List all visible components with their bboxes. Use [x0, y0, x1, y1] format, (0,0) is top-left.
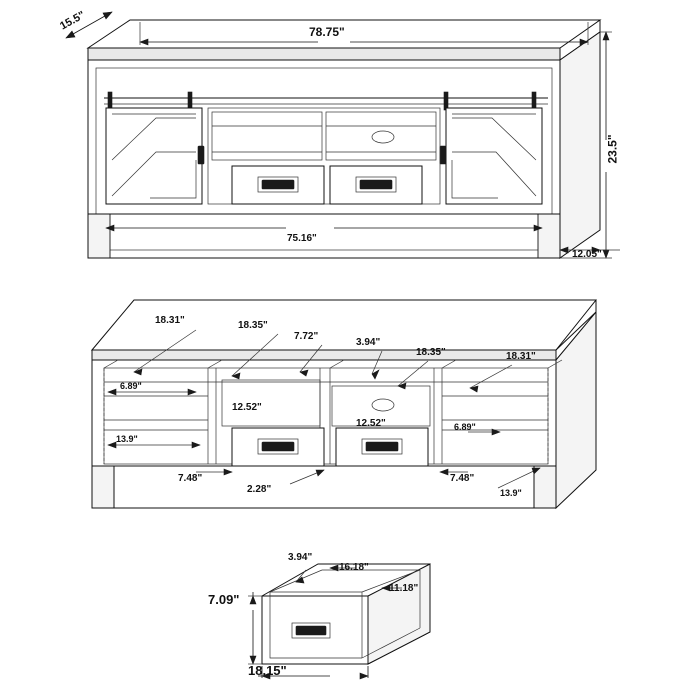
dim-base-depth: 12.05": [572, 249, 602, 260]
dim-overall-width: 78.75": [309, 25, 345, 39]
drawer-detail-geometry: [248, 564, 430, 679]
dim-overall-height: 23.5": [605, 134, 620, 164]
dim-left-top-shelf-height: 6.89": [120, 381, 142, 391]
interior-view-geometry: [92, 300, 596, 508]
dim-drawer-inner-width: 16.18": [339, 562, 369, 573]
dim-drawer-front-thickness: 3.94": [288, 552, 313, 563]
dim-center-gap-width: 7.72": [294, 331, 319, 342]
dim-overall-depth: 15.5": [58, 9, 88, 33]
dim-right-drawer-opening-width: 12.52": [356, 418, 386, 429]
dim-drawer-inner-depth: 11.18": [389, 583, 419, 594]
dim-right-outer-shelf-width: 18.31": [506, 351, 536, 362]
dim-right-inner-shelf-width: 18.35": [416, 347, 446, 358]
dim-drawer-height: 7.09": [208, 592, 240, 607]
dim-left-inner-shelf-width: 18.35": [238, 320, 268, 331]
front-view-geometry: [66, 12, 620, 258]
dim-right-drawer-height: 7.48": [450, 473, 475, 484]
dim-left-outer-shelf-width: 18.31": [155, 315, 185, 326]
dim-center-divider-width: 3.94": [356, 337, 381, 348]
dim-interior-width: 75.16": [287, 233, 317, 244]
dim-drawer-width: 18.15": [248, 663, 287, 678]
dim-drawer-gap: 2.28": [247, 484, 272, 495]
dim-left-drawer-height: 7.48": [178, 473, 203, 484]
dim-left-lower-shelf-height: 13.9": [116, 434, 138, 444]
dim-right-lower-shelf-height: 13.9": [500, 488, 522, 498]
dim-right-top-shelf-height: 6.89": [454, 422, 476, 432]
dim-left-drawer-opening-width: 12.52": [232, 402, 262, 413]
